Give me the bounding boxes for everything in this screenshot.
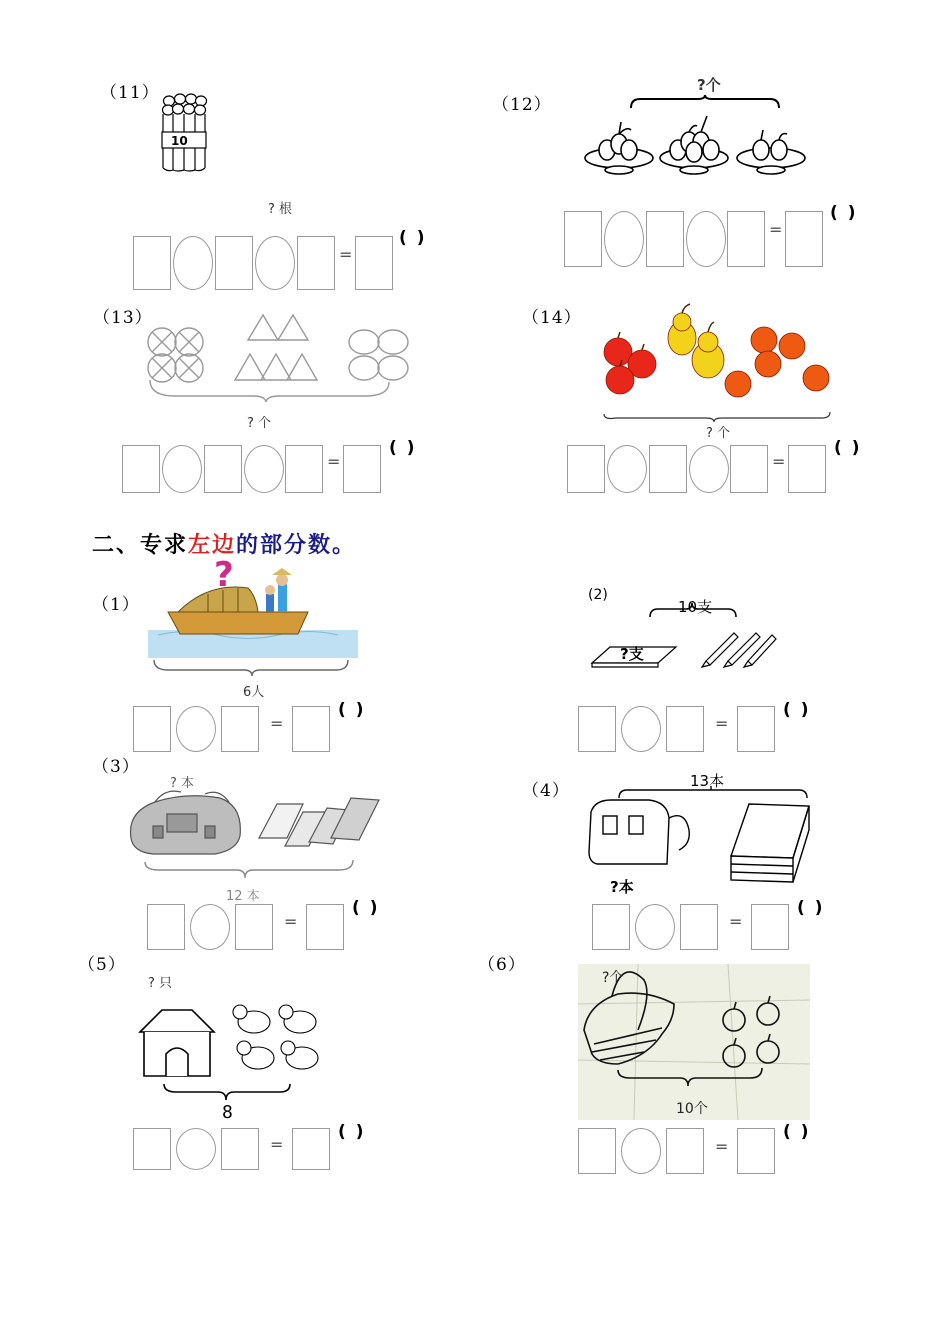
- answer-box[interactable]: [730, 445, 768, 493]
- problem-4-part-label: ?本: [610, 878, 634, 896]
- operator-oval[interactable]: [255, 236, 295, 290]
- svg-text:(2): (2): [588, 587, 608, 603]
- problem-2-total-label: 10支: [678, 598, 713, 616]
- equals-sign: =: [270, 1135, 284, 1154]
- result-box[interactable]: [343, 445, 381, 493]
- boat-image: [148, 555, 358, 680]
- equals-sign: =: [284, 912, 298, 931]
- answer-box[interactable]: [649, 445, 687, 493]
- answer-box[interactable]: [592, 904, 630, 950]
- answer-box[interactable]: [122, 445, 160, 493]
- answer-box[interactable]: [567, 445, 605, 493]
- answer-box[interactable]: [215, 236, 253, 290]
- operator-oval[interactable]: [176, 1128, 216, 1170]
- problem-13-number: （13）: [93, 308, 153, 328]
- answer-box[interactable]: [133, 236, 171, 290]
- answer-box[interactable]: [727, 211, 765, 267]
- problem-11-number: （11）: [100, 83, 160, 103]
- answer-box[interactable]: [221, 1128, 259, 1170]
- problem-14-number: （14）: [522, 308, 582, 328]
- answer-box[interactable]: [564, 211, 602, 267]
- problem-12-number: （12）: [492, 95, 552, 115]
- problem-13-question-label: ? 个: [247, 416, 272, 431]
- problem-14-question-label: ? 个: [706, 426, 731, 441]
- heading-prefix: 二、专求: [92, 532, 189, 558]
- stick-bundle-image: [158, 92, 210, 174]
- apples-pears-image: [596, 298, 836, 420]
- problem-5-total-label: 8: [222, 1102, 233, 1123]
- operator-oval[interactable]: [621, 1128, 661, 1174]
- operator-oval[interactable]: [162, 445, 202, 493]
- answer-box[interactable]: [578, 706, 616, 752]
- schoolbag-bookstack-image: [585, 786, 817, 882]
- answer-box[interactable]: [285, 445, 323, 493]
- equals-sign: =: [715, 714, 729, 733]
- operator-oval[interactable]: [190, 904, 230, 950]
- operator-oval[interactable]: [173, 236, 213, 290]
- problem-3-part-label: ? 本: [170, 776, 195, 791]
- problem-6-part-label: ?个: [602, 970, 624, 986]
- heading-suffix: 的部分数。: [236, 532, 357, 558]
- operator-oval[interactable]: [621, 706, 661, 752]
- problem-3-number: （3）: [92, 757, 140, 777]
- equals-sign: =: [339, 245, 353, 264]
- schoolbag-books-image: [125, 788, 385, 900]
- equals-sign: =: [327, 452, 341, 471]
- answer-box[interactable]: [204, 445, 242, 493]
- question-mark-icon: ?: [214, 555, 234, 595]
- result-box[interactable]: [306, 904, 344, 950]
- problem-4-number: （4）: [522, 781, 570, 801]
- unit-answer-paren[interactable]: ( ): [399, 228, 427, 248]
- problem-6-number: （6）: [478, 955, 526, 975]
- pear-plates-image: [583, 112, 808, 180]
- result-box[interactable]: [292, 1128, 330, 1170]
- unit-answer-paren[interactable]: ( ): [830, 203, 858, 223]
- answer-box[interactable]: [666, 706, 704, 752]
- result-box[interactable]: [292, 706, 330, 752]
- shapes-group-image: [145, 312, 410, 402]
- unit-answer-paren[interactable]: ( ): [338, 1122, 366, 1142]
- unit-answer-paren[interactable]: ( ): [338, 700, 366, 720]
- result-box[interactable]: [737, 1128, 775, 1174]
- answer-box[interactable]: [235, 904, 273, 950]
- result-box[interactable]: [737, 706, 775, 752]
- result-box[interactable]: [355, 236, 393, 290]
- equals-sign: =: [729, 912, 743, 931]
- unit-answer-paren[interactable]: ( ): [797, 898, 825, 918]
- answer-box[interactable]: [147, 904, 185, 950]
- equals-sign: =: [715, 1137, 729, 1156]
- problem-1-total-label: 6人: [243, 685, 265, 700]
- doghouse-dogs-image: [134, 998, 330, 1104]
- answer-box[interactable]: [221, 706, 259, 752]
- problem-2-part-label: ?支: [620, 645, 644, 663]
- answer-box[interactable]: [133, 706, 171, 752]
- problem-4-total-label: 13本: [690, 772, 725, 790]
- operator-oval[interactable]: [244, 445, 284, 493]
- bundle-count-label: 10: [171, 134, 188, 148]
- result-box[interactable]: [788, 445, 826, 493]
- top-brace: [630, 95, 780, 109]
- operator-oval[interactable]: [604, 211, 644, 267]
- problem-5-part-label: ? 只: [148, 976, 173, 991]
- problem-5-number: （5）: [78, 955, 126, 975]
- result-box[interactable]: [751, 904, 789, 950]
- unit-answer-paren[interactable]: ( ): [352, 898, 380, 918]
- unit-answer-paren[interactable]: ( ): [783, 1122, 811, 1142]
- answer-box[interactable]: [578, 1128, 616, 1174]
- problem-12-question-label: ?个: [697, 76, 721, 94]
- unit-answer-paren[interactable]: ( ): [834, 438, 862, 458]
- unit-answer-paren[interactable]: ( ): [389, 438, 417, 458]
- operator-oval[interactable]: [686, 211, 726, 267]
- problem-3-total-label: 12 本: [226, 889, 260, 904]
- basket-apples-image: [578, 964, 810, 1120]
- equals-sign: =: [769, 220, 783, 239]
- result-box[interactable]: [785, 211, 823, 267]
- unit-answer-paren[interactable]: ( ): [783, 700, 811, 720]
- problem-6-total-label: 10个: [676, 1101, 708, 1117]
- operator-oval[interactable]: [689, 445, 729, 493]
- answer-box[interactable]: [666, 1128, 704, 1174]
- operator-oval[interactable]: [607, 445, 647, 493]
- heading-highlight: 左边: [188, 532, 237, 558]
- answer-box[interactable]: [680, 904, 718, 950]
- answer-box[interactable]: [646, 211, 684, 267]
- problem-11-question-label: ? 根: [268, 202, 293, 217]
- answer-box[interactable]: [133, 1128, 171, 1170]
- equals-sign: =: [270, 714, 284, 733]
- operator-oval[interactable]: [176, 706, 216, 752]
- equals-sign: =: [772, 452, 786, 471]
- problem-1-number: （1）: [92, 595, 140, 615]
- operator-oval[interactable]: [635, 904, 675, 950]
- answer-box[interactable]: [297, 236, 335, 290]
